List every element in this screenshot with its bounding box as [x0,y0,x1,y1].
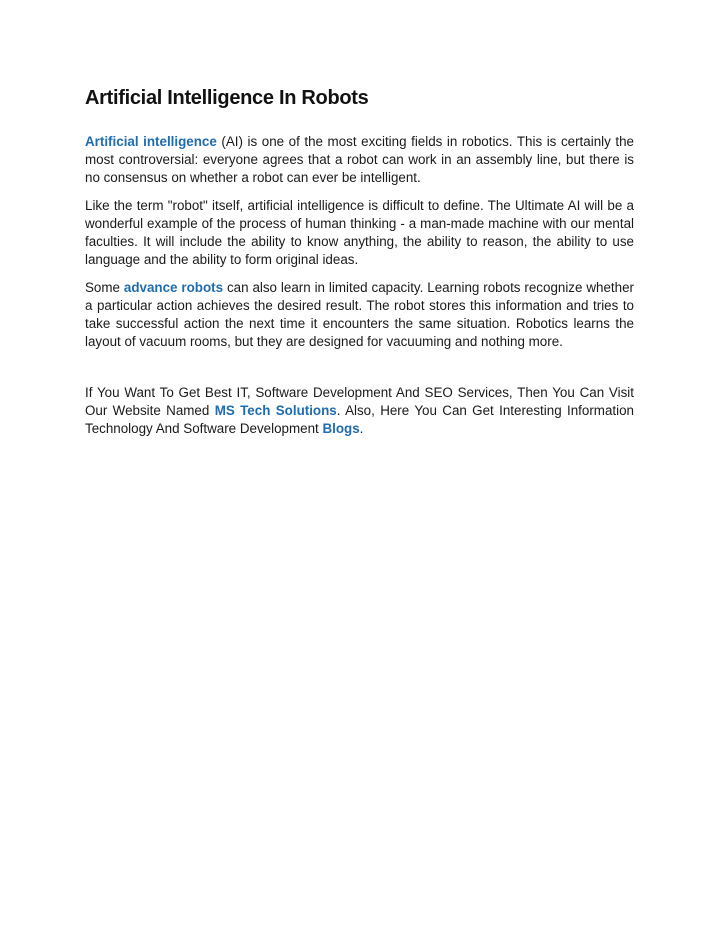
paragraph-intro-text: (AI) is one of the most exciting fields in robotics. This is certainly the most controversial: everyone agrees that a robot can work in an assembly line, but there is no consensus on whether a robot can ever be intelligent. [85,134,634,185]
paragraph-promo-middle: . Also, Here You Can Get Interesting Information Technology And Software Development [85,403,634,436]
paragraph-learning-before: Some [85,280,124,295]
paragraph-definition [85,197,634,269]
paragraph-learning-after: can also learn in limited capacity. Learning robots recognize whether a particular action achieves the desired result. The robot stores this information and tries to take successful action the next time it encounters the same situation. Robotics learns the layout of vacuum rooms, but they are designed for vacuuming and nothing more. [85,280,634,349]
ms-tech-solutions-link[interactable]: MS Tech Solutions [214,403,337,418]
page-title: Artificial Intelligence In Robots [85,87,369,109]
artificial-intelligence-link[interactable]: Artificial intelligence [85,134,217,149]
paragraph-intro [85,133,634,187]
paragraph-promo-after: . [359,421,364,436]
paragraph-promo-before: If You Want To Get Best IT, Software Development And SEO Services, Then You Can Visit Our Website Named [85,385,634,418]
advance-robots-link[interactable]: advance robots [123,280,224,295]
blogs-link[interactable]: Blogs [322,421,360,436]
document-body [85,84,634,438]
paragraph-promo [85,384,634,438]
paragraph-definition-text: Like the term "robot" itself, artificial intelligence is difficult to define. The Ultimate AI will be a wonderful example of the process of human thinking - a man-made machine with our mental faculties. It will include the ability to know anything, the ability to reason, the ability to use language and the ability to form original ideas. [85,198,634,267]
paragraph-learning [85,279,634,351]
